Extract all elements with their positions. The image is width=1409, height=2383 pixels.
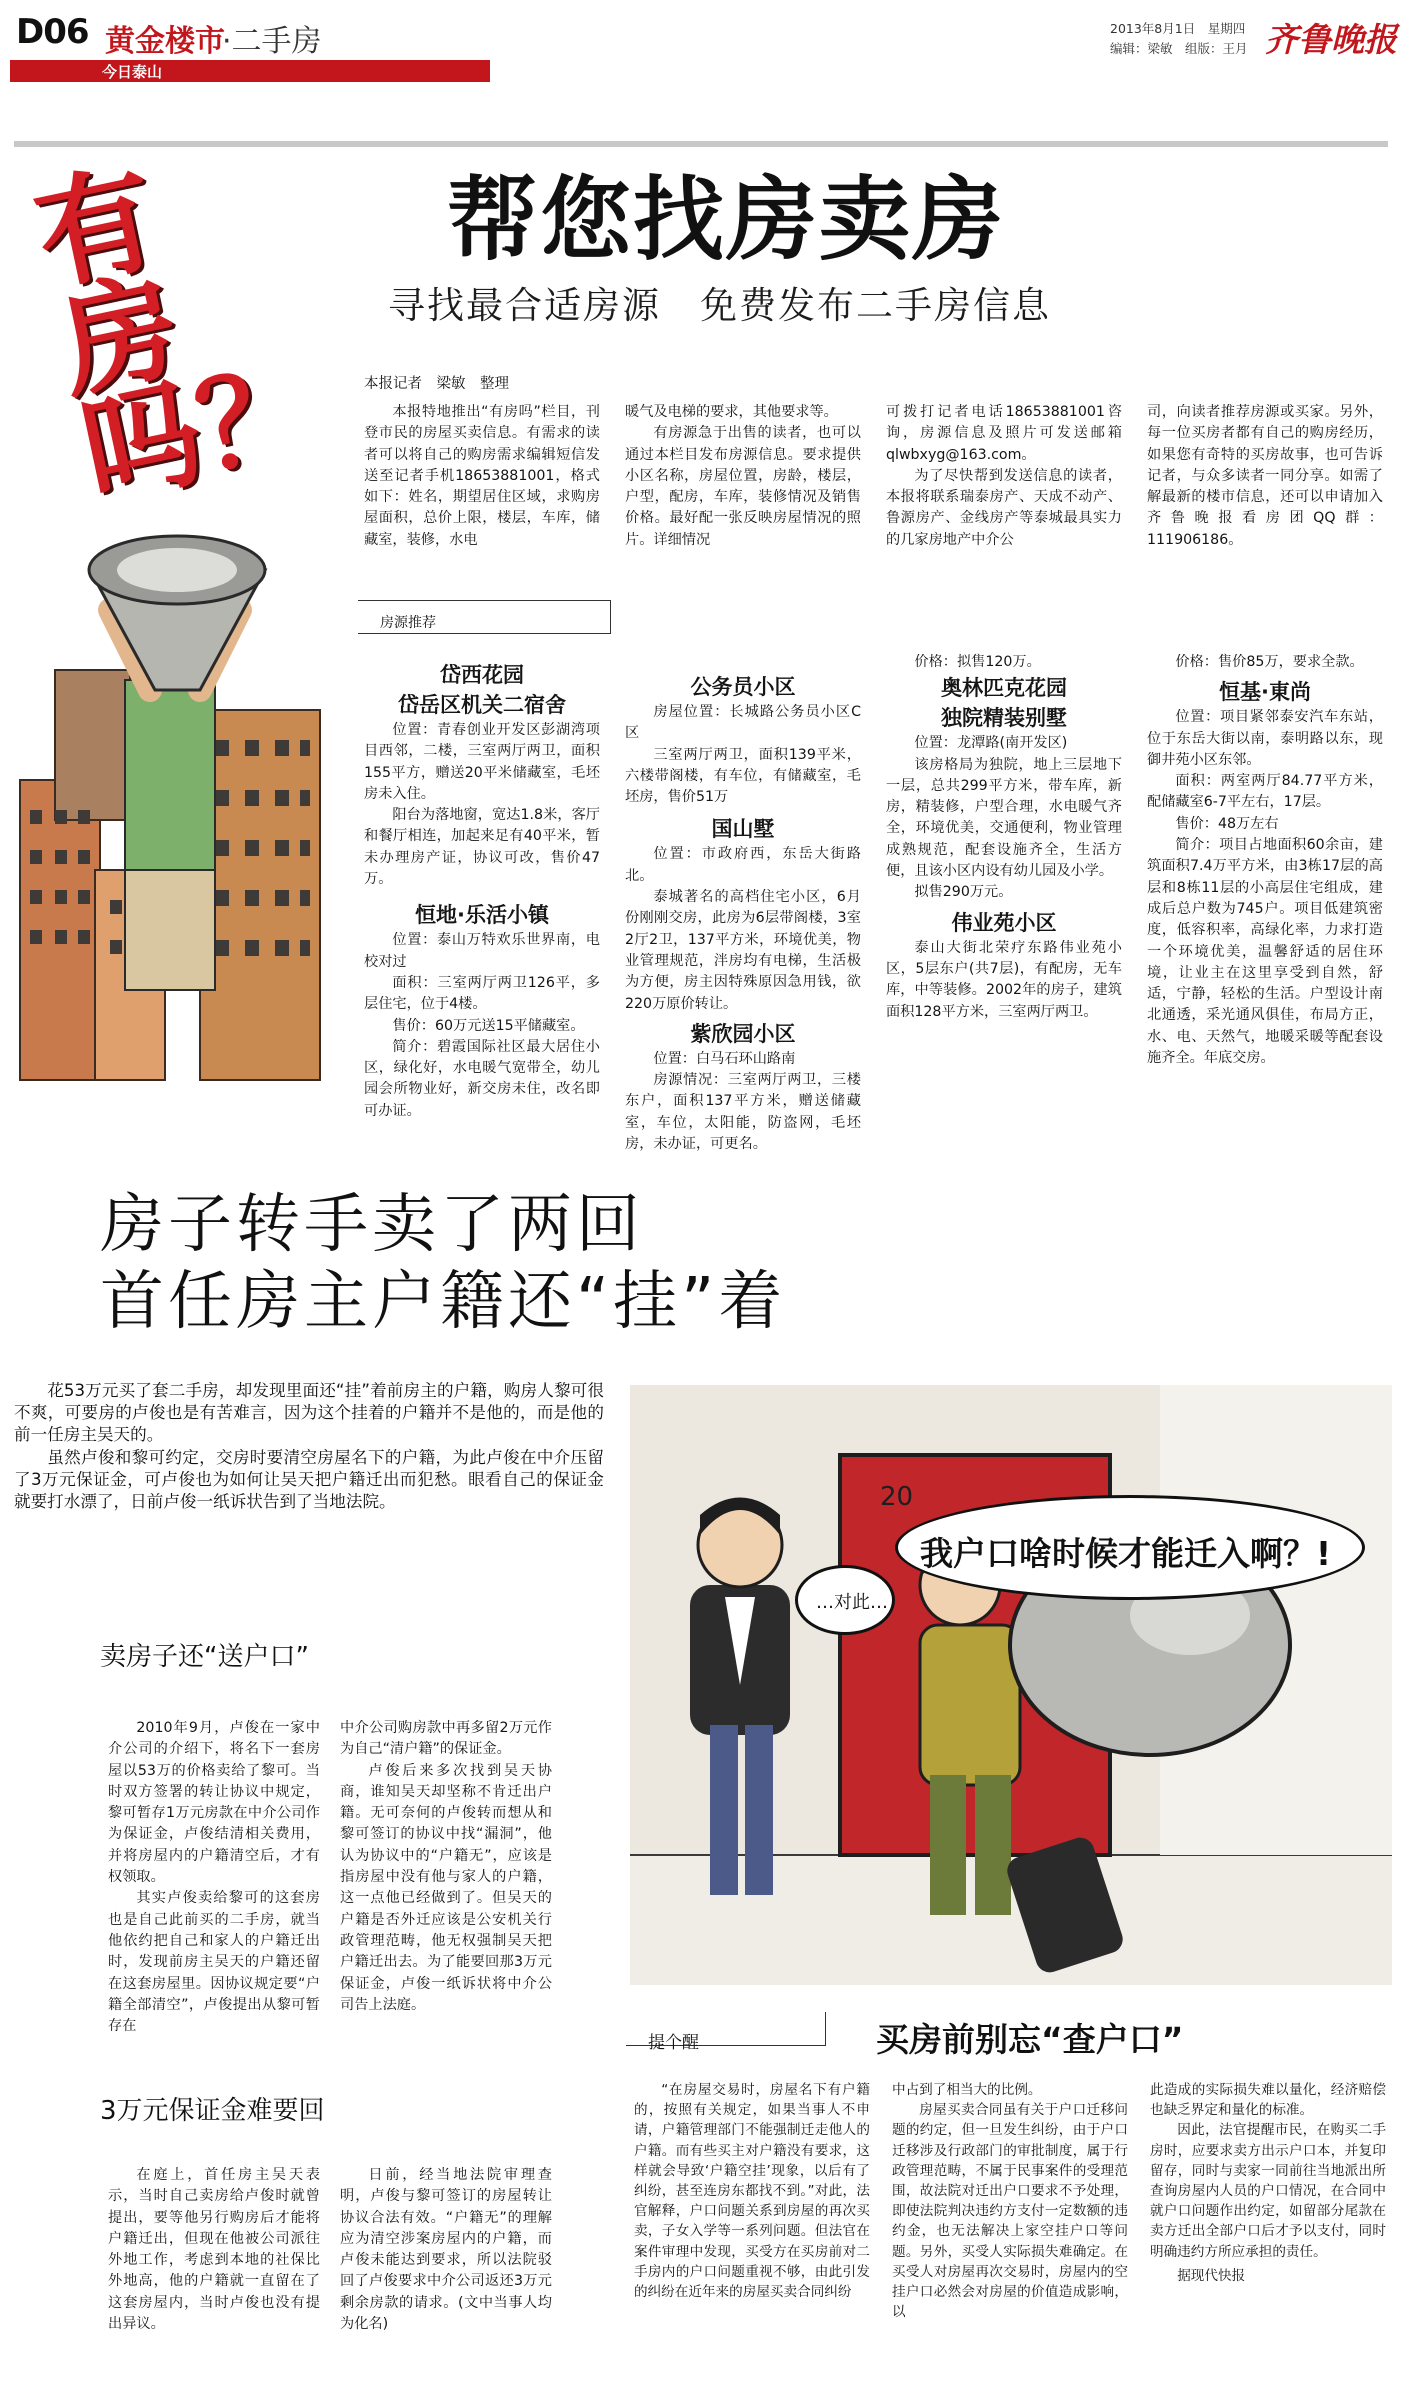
sec2-p: 在庭上，首任房主吴天表示，当时自己卖房给卢俊时就曾提出，要等他另行购房后才能将户籍迁出，但现在他被公司派往外地工作，考虑到本地的社保比外地高，他的户籍就一直留在了这套房屋内，当时卢俊也没有提出异议。	[108, 2167, 320, 2333]
intro-p5: 为了尽快帮到发送信息的读者，本报将联系瑞泰房产、天成不动产、鲁源房产、金线房产等泰城最具实力的几家房地产中介公	[886, 467, 1122, 548]
speech-bubble	[895, 1495, 1365, 1600]
mutter-bubble	[795, 1565, 895, 1635]
intro-p3: 有房源急于出售的读者，也可以通过本栏目发布房源信息。要求提供小区名称，房屋位置，房龄，楼层，户型，配房，车库，装修情况及销售价格。最好配一张反映房屋情况的照片。详细情况	[625, 425, 861, 548]
sec1-p: 2010年9月，卢俊在一家中介公司的介绍下，将名下一套房屋以53万的价格卖给了黎可。当时双方签署的转让协议中规定，黎可暂存1万元房款在中介公司作为保证金，卢俊结清相关费用，并将房屋内的户籍清空后，才有权领取。	[108, 1720, 320, 1886]
reminder-p: 此造成的实际损失难以量化，经济赔偿也缺乏界定和量化的标准。	[1150, 2082, 1386, 2119]
listing-body-cont	[886, 652, 1122, 673]
editors: 编辑：梁敏 组版：王月	[1110, 41, 1248, 56]
listings-col-3	[886, 652, 1122, 1023]
listing-line: 房屋位置：长城路公务员小区C区	[625, 704, 861, 742]
intro-col-2	[625, 402, 861, 551]
listing-body	[625, 1049, 861, 1155]
reminder-label-box	[626, 2012, 826, 2053]
intro-p4: 可拨打记者电话18653881001咨询，房源信息及照片可发送邮箱qlwbxyg@163.com。	[886, 404, 1122, 463]
reminder-credit: 据现代快报	[1177, 2267, 1246, 2284]
badge-title: 有房吗？	[24, 147, 330, 523]
listing-name: 岱西花园	[440, 663, 524, 687]
listing-line: 位置：泰山万特欢乐世界南，电校对过	[364, 932, 600, 970]
listing-line: 阳台为落地窗，宽达1.8米，客厅和餐厅相连，加起来足有40平米，暂未办理房产证，协议可改，售价47万。	[364, 807, 600, 888]
listings-col-4	[1147, 652, 1383, 1069]
listing-line: 位置：白马石环山路南	[653, 1050, 796, 1067]
lead-p1: 花53万元买了套二手房，却发现里面还“挂”着前房主的户籍，购房人黎可很不爽，可要房的卢俊也是有苦难言，因为这个挂着的户籍并不是他的，而是他的前一任房主吴天的。	[14, 1381, 604, 1445]
door-number: 20	[880, 1482, 914, 1512]
listing-name-2: 岱岳区机关二宿舍	[398, 693, 566, 717]
listing-line: 泰城著名的高档住宅小区，6月份刚刚交房，此房为6层带阁楼，3室2厅2卫，137平方米，环境优美，物业管理规范，泮房均有电梯，生活极为方便，房主因特殊原因急用钱，欲220万原价转让。	[625, 889, 861, 1012]
feature2-title-1: 房子转手卖了两回	[100, 1188, 644, 1262]
listing-line: 价格：拟售120万。	[914, 654, 1041, 670]
listing-body	[1147, 707, 1383, 1069]
reminder-p: 因此，法官提醒市民，在购买二手房时，应要求卖方出示户口本，并复印留存，同时与卖家一同前往当地派出所查询房屋内人员的户口情况，在合同中就户口问题作出约定，如留部分尾款在卖方迁出全部户口后才予以支付，同时明确违约方所应承担的责任。	[1150, 2122, 1386, 2260]
listing-line: 价格：售价85万，要求全款。	[1175, 654, 1364, 670]
listing-name: 紫欣园小区	[690, 1021, 796, 1046]
listing-name: 恒基·東尚	[1219, 680, 1311, 705]
reminder-label: 提个醒	[648, 2033, 699, 2053]
edition-label: 今日泰山	[102, 63, 163, 81]
intro-col-3	[886, 402, 1122, 551]
listing-body	[364, 930, 600, 1122]
listing-line: 拟售290万元。	[914, 884, 1013, 901]
listing-line: 面积：三室两厅两卫126平，多层住宅，位于4楼。	[364, 974, 600, 1013]
listing-line: 位置：龙潭路(南开发区)	[914, 735, 1068, 752]
section2-col-1	[108, 2165, 320, 2335]
section2-col-2	[340, 2165, 552, 2335]
sec2-p: 日前，经当地法院审理查明，卢俊与黎可签订的房屋转让协议合法有效。“户籍无”的理解应为清空涉案房屋内的户籍，而卢俊未能达到要求，所以法院驳回了卢俊要求中介公司返还3万元剩余房款的请求。(文中当事人均为化名)	[340, 2167, 552, 2333]
listing-name: 公务员小区	[690, 675, 796, 699]
cartoon-scene	[630, 1385, 1392, 1985]
section1-col-1	[108, 1718, 320, 2037]
byline: 本报记者 梁敏 整理	[364, 376, 509, 392]
listing-name: 恒地·乐活小镇	[415, 903, 549, 928]
section1-col-2	[340, 1718, 552, 2016]
listing-line: 位置：项目紧邻泰安汽车东站，位于东岳大街以南，泰明路以东，现御井苑小区东邻。	[1147, 709, 1383, 768]
listing-name-2: 独院精装别墅	[941, 706, 1067, 731]
listing-line: 售价：60万元送15平储藏室。	[392, 1017, 585, 1034]
listing-line: 位置：青春创业开发区彭湖湾项目西邻，二楼，三室两厅两卫，面积155平方，赠送20平米储藏室，毛坯房未入住。	[364, 722, 600, 802]
section-title: 黄金楼市	[105, 24, 225, 59]
lead-p2: 虽然卢俊和黎可约定，交房时要清空房屋名下的户籍，为此卢俊在中介压留了3万元保证金，可卢俊也为如何让吴天把户籍迁出而犯愁。眼看自己的保证金就要打水漂了，日前卢俊一纸诉状告到了当地法院。	[14, 1447, 604, 1512]
badge-illustration	[0, 147, 350, 1110]
reminder-col-3	[1150, 2080, 1386, 2286]
header-rule	[14, 141, 1388, 147]
listing-body	[625, 702, 861, 808]
listing-line: 三室两厅两卫，面积139平米，六楼带阁楼，有车位，有储藏室，毛坯房，售价51万	[625, 746, 861, 806]
reminder-p: 中占到了相当大的比例。	[892, 2082, 1042, 2098]
issue-date: 2013年8月1日 星期四	[1110, 21, 1246, 36]
cartoon-illustration	[630, 1385, 1392, 1985]
section1-heading: 卖房子还“送户口”	[100, 1642, 309, 1672]
feature1-subtitle: 寻找最合适房源 免费发布二手房信息	[388, 284, 1051, 327]
listing-line: 简介：项目占地面积60余亩，建筑面积7.4万平方米，由3栋17层的高层和8栋11层的小高层住宅组成，建成后总户数为745户。项目低建筑密度，低容积率，高绿化率，力求打造一个环境优美，温馨舒适的居住环境，让业主在这里享受到自然，舒适，宁静，轻松的生活。户型设计南北通透，采光通风俱佳，布局方正，水、电、天然气，地暖采暖等配套设施齐全。年底交房。	[1147, 837, 1383, 1067]
listing-body	[886, 938, 1122, 1023]
listings-col-1	[364, 660, 600, 1122]
listing-body	[364, 720, 600, 890]
reminder-p: “在房屋交易时，房屋名下有户籍的，按照有关规定，如果当事人不申请，户籍管理部门不能强制迁走他人的户籍。而有些买主对户籍没有要求，这样就会导致‘户籍空挂’现象，以后有了纠纷，甚至连房东都找不到。”对此，法官解释，户口问题关系到房屋的再次买卖，子女入学等一系列问题。但法官在案件审理中发现，买受方在买房前对二手房内的户口问题重视不够，由此引发的纠纷在近年来的房屋买卖合同纠纷	[634, 2082, 870, 2301]
listing-name: 国山墅	[711, 817, 775, 842]
listing-line: 位置：市政府西，东岳大街路北。	[625, 846, 861, 884]
intro-col-1	[364, 402, 600, 551]
reminder-title: 买房前别忘“查户口”	[876, 2020, 1184, 2059]
section2-heading: 3万元保证金难要回	[100, 2096, 325, 2126]
listing-body-cont	[1147, 652, 1383, 673]
sec1-p: 其实卢俊卖给黎可的这套房也是自己此前买的二手房，就当他依约把自己和家人的户籍迁出时，发现前房主吴天的户籍还留在这套房屋里。因协议规定要“户籍全部清空”，卢俊提出从黎可暂存在	[108, 1890, 320, 2035]
listing-line: 简介：碧霞国际社区最大居住小区，绿化好，水电暖气宽带全，幼儿园会所物业好，新交房未住，改名即可办证。	[364, 1038, 600, 1119]
listing-name: 伟业苑小区	[951, 910, 1057, 935]
page-number: D06	[16, 12, 89, 52]
feature1-title: 帮您找房卖房	[447, 168, 1006, 273]
listing-line: 泰山大街北荣疗东路伟业苑小区，5层东户(共7层)，有配房，无车库，中等装修。2002年的房子，建筑面积128平方米，三室两厅两卫。	[886, 939, 1122, 1020]
listing-line: 售价：48万左右	[1175, 815, 1279, 832]
listings-box-label	[358, 600, 611, 634]
page-header	[0, 0, 1409, 85]
reminder-col-1	[634, 2080, 870, 2302]
intro-p1: 本报特地推出“有房吗”栏目，刊登市民的房屋买卖信息。有需求的读者可以将自己的购房需求编辑短信发送至记者手机18653881001，格式如下：姓名，期望居住区域，求购房屋面积，总价上限，楼层，车库，储藏室，装修，水电	[364, 404, 600, 548]
listing-line: 该房格局为独院，地上三层地下一层，总共299平方米，带车库，新房，精装修，户型合理，水电暖气齐全，环境优美，交通便利，物业管理成熟规范，配套设施齐全，生活方便，且该小区内设有幼儿园及小学。	[886, 756, 1122, 880]
mutter-text: …对此…	[816, 1592, 888, 1613]
lead	[14, 1380, 604, 1513]
intro-p2: 暖气及电梯的要求，其他要求等。	[625, 404, 838, 420]
speech-text: 我户口啥时候才能迁入啊？!	[920, 1534, 1332, 1573]
reminder-p: 房屋买卖合同虽有关于户口迁移问题的约定，但一旦发生纠纷，由于户口迁移涉及行政部门的审批制度，属于行政管理范畴，不属于民事案件的受理范围，故法院对迁出户口要求不予处理，即使法院判决违约方支付一定数额的违约金，也无法解决上家空挂户口等问题。另外，买受人实际损失难确定。在买受人对房屋再次交易时，房屋内的空挂户口必然会对房屋的价值造成影响，以	[892, 2102, 1128, 2321]
listing-body	[886, 733, 1122, 903]
edition-bar	[10, 60, 490, 82]
reminder-col-2	[892, 2080, 1128, 2322]
feature2-title-2: 首任房主户籍还“挂”着	[100, 1265, 787, 1339]
listing-body	[625, 844, 861, 1014]
sec1-p: 中介公司购房款中再多留2万元作为自己“清户籍”的保证金。	[340, 1720, 552, 1758]
listing-line: 房源情况：三室两厅两卫，三楼东户，面积137平方米，赠送储藏室，车位，太阳能，防盗网，毛坯房，未办证，可更名。	[625, 1072, 861, 1153]
masthead-logo: 齐鲁晚报	[1265, 20, 1397, 59]
listing-name: 奥林匹克花园	[941, 676, 1067, 701]
listings-col-2	[625, 672, 861, 1155]
listings-label-text: 房源推荐	[380, 615, 436, 631]
listing-line: 面积：两室两厅84.77平方米，配储藏室6-7平左右，17层。	[1147, 773, 1383, 811]
section-subtitle: ·二手房	[222, 24, 322, 59]
intro-col-4	[1147, 402, 1383, 551]
intro-p6: 司，向读者推荐房源或买家。另外，每一位买房者都有自己的购房经历，如果您有奇特的买房故事，也可告诉记者，与众多读者一同分享。如需了解最新的楼市信息，还可以申请加入齐鲁晚报看房团QQ群：111906186。	[1147, 404, 1383, 548]
sec1-p: 卢俊后来多次找到吴天协商，谁知吴天却坚称不肯迁出户籍。无可奈何的卢俊转而想从和黎可签订的协议中找“漏洞”，他认为协议中的“户籍无”，应该是指房屋中没有他与家人的户籍，这一点他已经做到了。但吴天的户籍是否外迁应该是公安机关行政管理范畴，他无权强制吴天把户籍迁出去。为了能要回那3万元保证金，卢俊一纸诉状将中介公司告上法庭。	[340, 1762, 552, 2013]
